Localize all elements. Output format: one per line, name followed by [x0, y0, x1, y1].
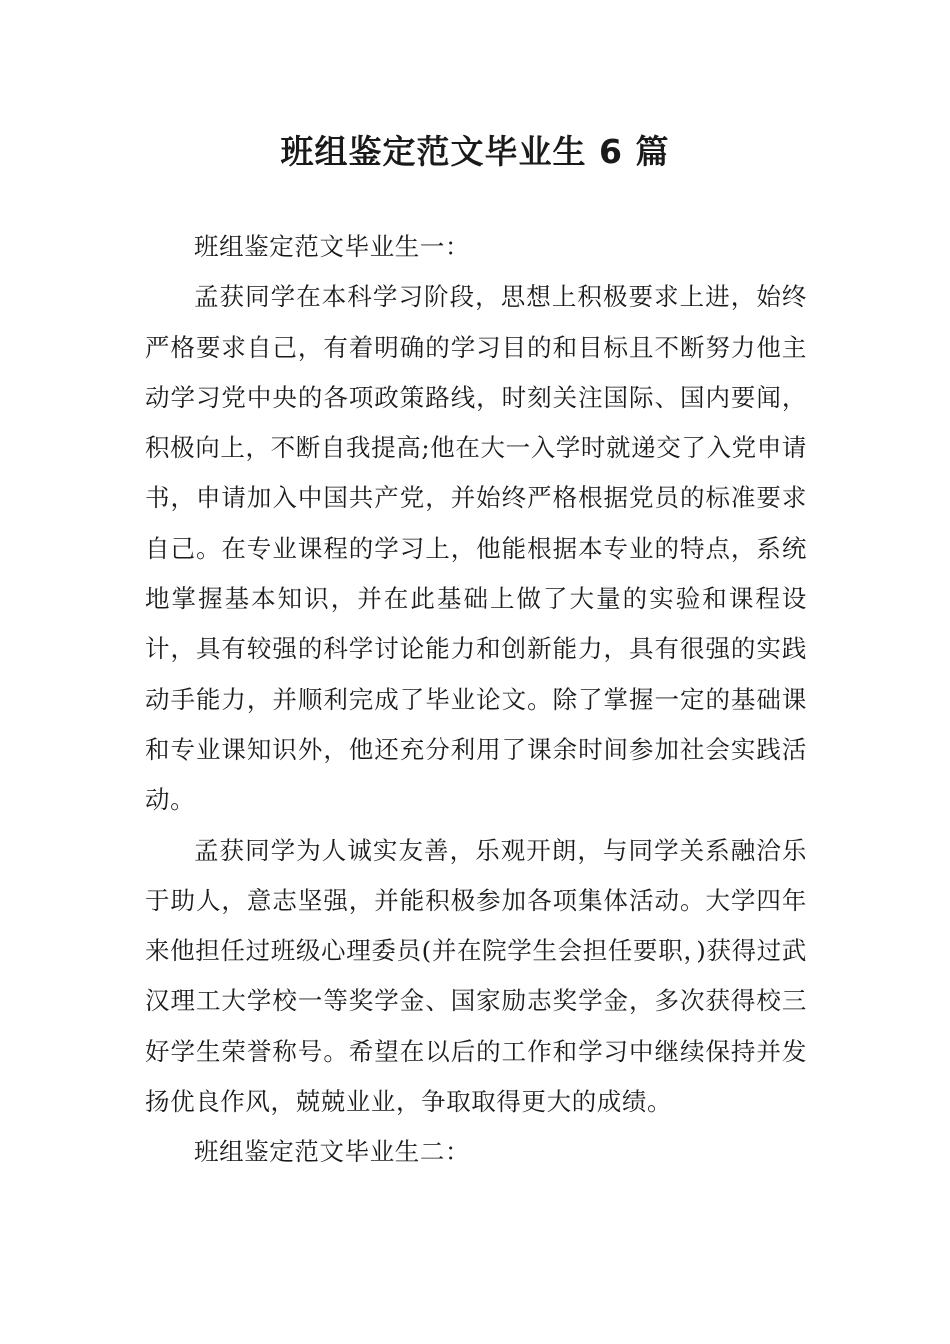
section-heading-2: 班组鉴定范文毕业生二：: [194, 1137, 471, 1167]
document-title: 班组鉴定范文毕业生 6 篇: [280, 132, 670, 171]
paragraph-2: 孟获同学为人诚实友善，乐观开朗，与同学关系融洽乐于助人，意志坚强，并能积极参加各项集体活动。大学四年来他担任过班级心理委员(并在院学生会担任要职，)获得过武汉理工大学校一等奖学金、国家励志奖学金，多次获得校三好学生荣誉称号。希望在以后的工作和学习中继续保持并发扬优良作风，兢兢业业，争取取得更大的成绩。: [145, 835, 807, 1117]
paragraph-1: 孟获同学在本科学习阶段，思想上积极要求上进，始终严格要求自己，有着明确的学习目的和目标且不断努力他主动学习党中央的各项政策路线，时刻关注国际、国内要闻，积极向上，不断自我提高;他在大一入学时就递交了入党申请书，申请加入中国共产党，并始终严格根据党员的标准要求自己。在专业课程的学习上，他能根据本专业的特点，系统地掌握基本知识，并在此基础上做了大量的实验和课程设计，具有较强的科学讨论能力和创新能力，具有很强的实践动手能力，并顺利完成了毕业论文。除了掌握一定的基础课和专业课知识外，他还充分利用了课余时间参加社会实践活动。: [145, 282, 807, 815]
section-heading-1: 班组鉴定范文毕业生一：: [194, 232, 471, 261]
document-body: [145, 222, 807, 1178]
